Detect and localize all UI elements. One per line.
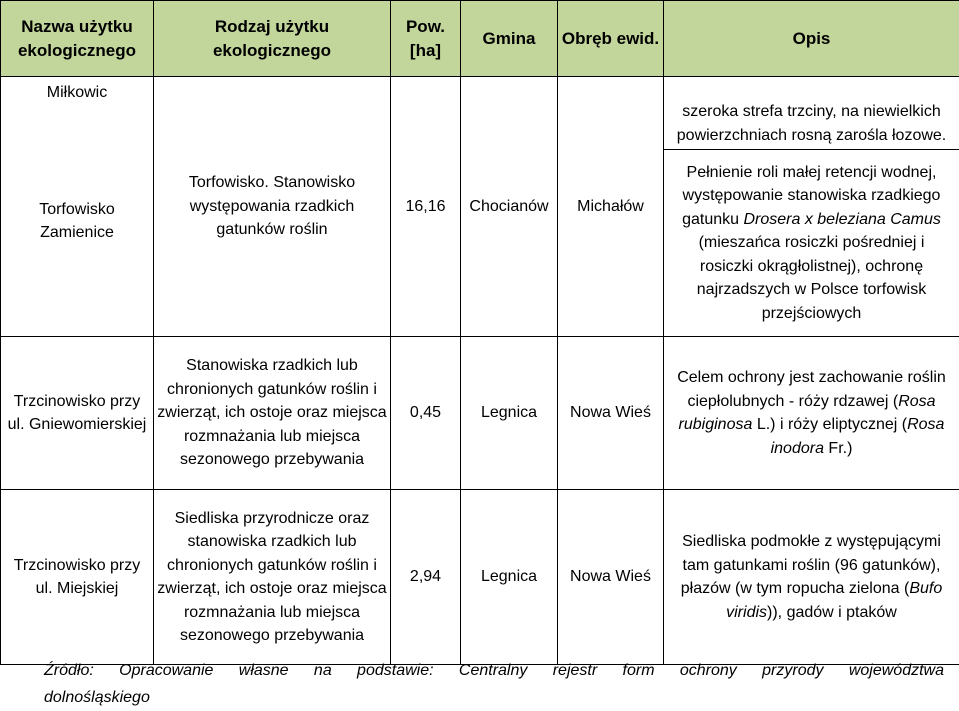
table-row [1,337,959,490]
cell-opis [664,77,959,337]
table-row [1,77,959,337]
header-pow: Pow. [ha] [391,1,461,77]
table-row [1,490,959,665]
cell-rodzaj: Torfowisko. Stanowisko występowania rzadkich gatunków roślin [154,77,391,337]
cell-opis-continued [664,77,959,150]
source-line-2: dolnośląskiego [44,684,944,711]
cell-opis: Celem ochrony jest zachowanie roślin ciepłolubnych - róży rdzawej (Rosa rubiginosa L.) i róży eliptycznej (Rosa inodora Fr.) [664,337,959,490]
header-gmina: Gmina [461,1,558,77]
source-line-1: Źródło: Opracowanie własne na podstawie: Centralny rejestr form ochrony przyrody województwa [44,657,944,684]
header-nazwa: Nazwa użytku ekologicznego [1,1,154,77]
cell-rodzaj: Stanowiska rzadkich lub chronionych gatunków roślin i zwierząt, ich ostoje oraz miejsca rozmnażania lub miejsca sezonowego przebywania [154,337,391,490]
cell-rodzaj: Siedliska przyrodnicze oraz stanowiska rzadkich lub chronionych gatunków roślin i zwierząt, ich ostoje oraz miejsca rozmnażania lub miejsca sezonowego przebywania [154,490,391,665]
cell-gmina: Legnica [461,490,558,665]
cell-nazwa: Trzcinowisko przy ul. Gniewomierskiej [1,337,154,490]
cell-pow: 2,94 [391,490,461,665]
table-header-row [1,1,959,77]
cell-opis-continued-text: szeroka strefa trzciny, na niewielkich powierzchniach rosną zarośla łozowe. [668,100,955,149]
header-opis: Opis [664,1,959,77]
header-rodzaj: Rodzaj użytku ekologicznego [154,1,391,77]
cell-nazwa-continued: Miłkowic [4,77,150,106]
source-note [44,657,944,711]
cell-gmina: Legnica [461,337,558,490]
cell-opis: Siedliska podmokłe z występującymi tam gatunkami roślin (96 gatunków), płazów (w tym ropucha zielona (Bufo viridis)), gadów i ptaków [664,490,959,665]
cell-gmina: Chocianów [461,77,558,337]
cell-pow: 16,16 [391,77,461,337]
cell-nazwa-text: Torfowisko Zamienice [4,106,150,336]
cell-nazwa: Trzcinowisko przy ul. Miejskiej [1,490,154,665]
cell-obreb: Nowa Wieś [558,490,664,665]
header-obreb: Obręb ewid. [558,1,664,77]
cell-opis-text: Pełnienie roli małej retencji wodnej, występowanie stanowiska rzadkiego gatunku Drosera x beleziana Camus (mieszańca rosiczki pośredniej i rosiczki okrągłolistnej), ochronę najrzadszych w Polsce torfowisk przejściowych [664,150,959,336]
cell-nazwa [1,77,154,337]
cell-obreb: Michałów [558,77,664,337]
cell-obreb: Nowa Wieś [558,337,664,490]
cell-pow: 0,45 [391,337,461,490]
